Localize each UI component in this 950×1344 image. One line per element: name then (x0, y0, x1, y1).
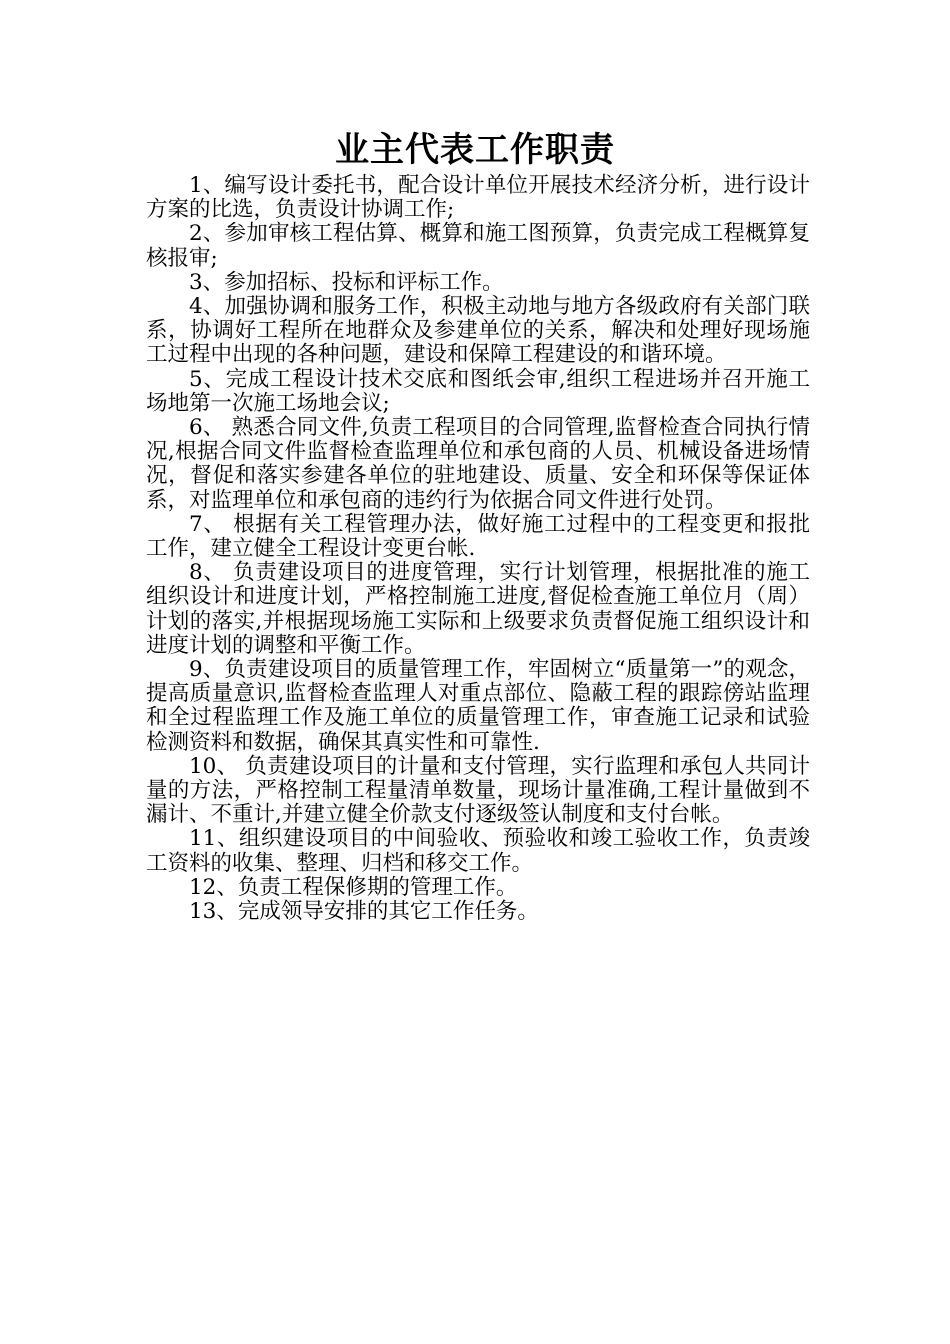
document-title: 业主代表工作职责 (335, 130, 615, 170)
duty-item-1: 1、编写设计委托书，配合设计单位开展技术经济分析，进行设计方案的比选，负责设计协调工作; (146, 173, 810, 223)
duty-item-8: 8、 负责建设项目的进度管理，实行计划管理，根据批准的施工组织设计和进度计划，严格控制施工进度,督促检查施工单位月（周）计划的落实,并根据现场施工实际和上级要求负责督促施工组织设计和进度计划的调整和平衡工作。 (146, 560, 810, 658)
duty-item-13: 13、完成领导安排的其它工作任务。 (189, 899, 539, 925)
duty-item-6: 6、 熟悉合同文件,负责工程项目的合同管理,监督检查合同执行情况,根据合同文件监督检查监理单位和承包商的人员、机械设备进场情况，督促和落实参建各单位的驻地建设、质量、安全和环保等保证体系，对监理单位和承包商的违约行为依据合同文件进行处罚。 (146, 415, 810, 513)
duty-item-7: 7、 根据有关工程管理办法，做好施工过程中的工程变更和报批工作，建立健全工程设计变更台帐. (146, 511, 810, 562)
duty-item-12: 12、负责工程保修期的管理工作。 (189, 874, 518, 900)
duty-item-10: 10、 负责建设项目的计量和支付管理，实行监理和承包人共同计量的方法，严格控制工程量清单数量，现场计量准确,工程计量做到不漏计、不重计,并建立健全价款支付逐级签认制度和支付台帐。 (146, 753, 810, 828)
duty-item-4: 4、加强协调和服务工作，积极主动地与地方各级政府有关部门联系，协调好工程所在地群众及参建单位的关系，解决和处理好现场施工过程中出现的各种问题，建设和保障工程建设的和谐环境。 (146, 294, 810, 368)
document-body (146, 174, 810, 924)
duty-item-2: 2、参加审核工程估算、概算和施工图预算，负责完成工程概算复核报审; (146, 221, 810, 271)
duty-item-11: 11、组织建设项目的中间验收、预验收和竣工验收工作，负责竣工资料的收集、整理、归档和移交工作。 (146, 826, 810, 876)
duty-item-9: 9、负责建设项目的质量管理工作，牢固树立“质量第一”的观念，提高质量意识,监督检查监理人对重点部位、隐蔽工程的跟踪傍站监理和全过程监理工作及施工单位的质量管理工作，审查施工记录和试验检测资料和数据，确保其真实性和可靠性. (146, 657, 810, 755)
duty-item-5: 5、完成工程设计技术交底和图纸会审,组织工程进场并召开施工场地第一次施工场地会议; (146, 366, 810, 416)
duty-item-3: 3、参加招标、投标和评标工作。 (189, 269, 504, 295)
